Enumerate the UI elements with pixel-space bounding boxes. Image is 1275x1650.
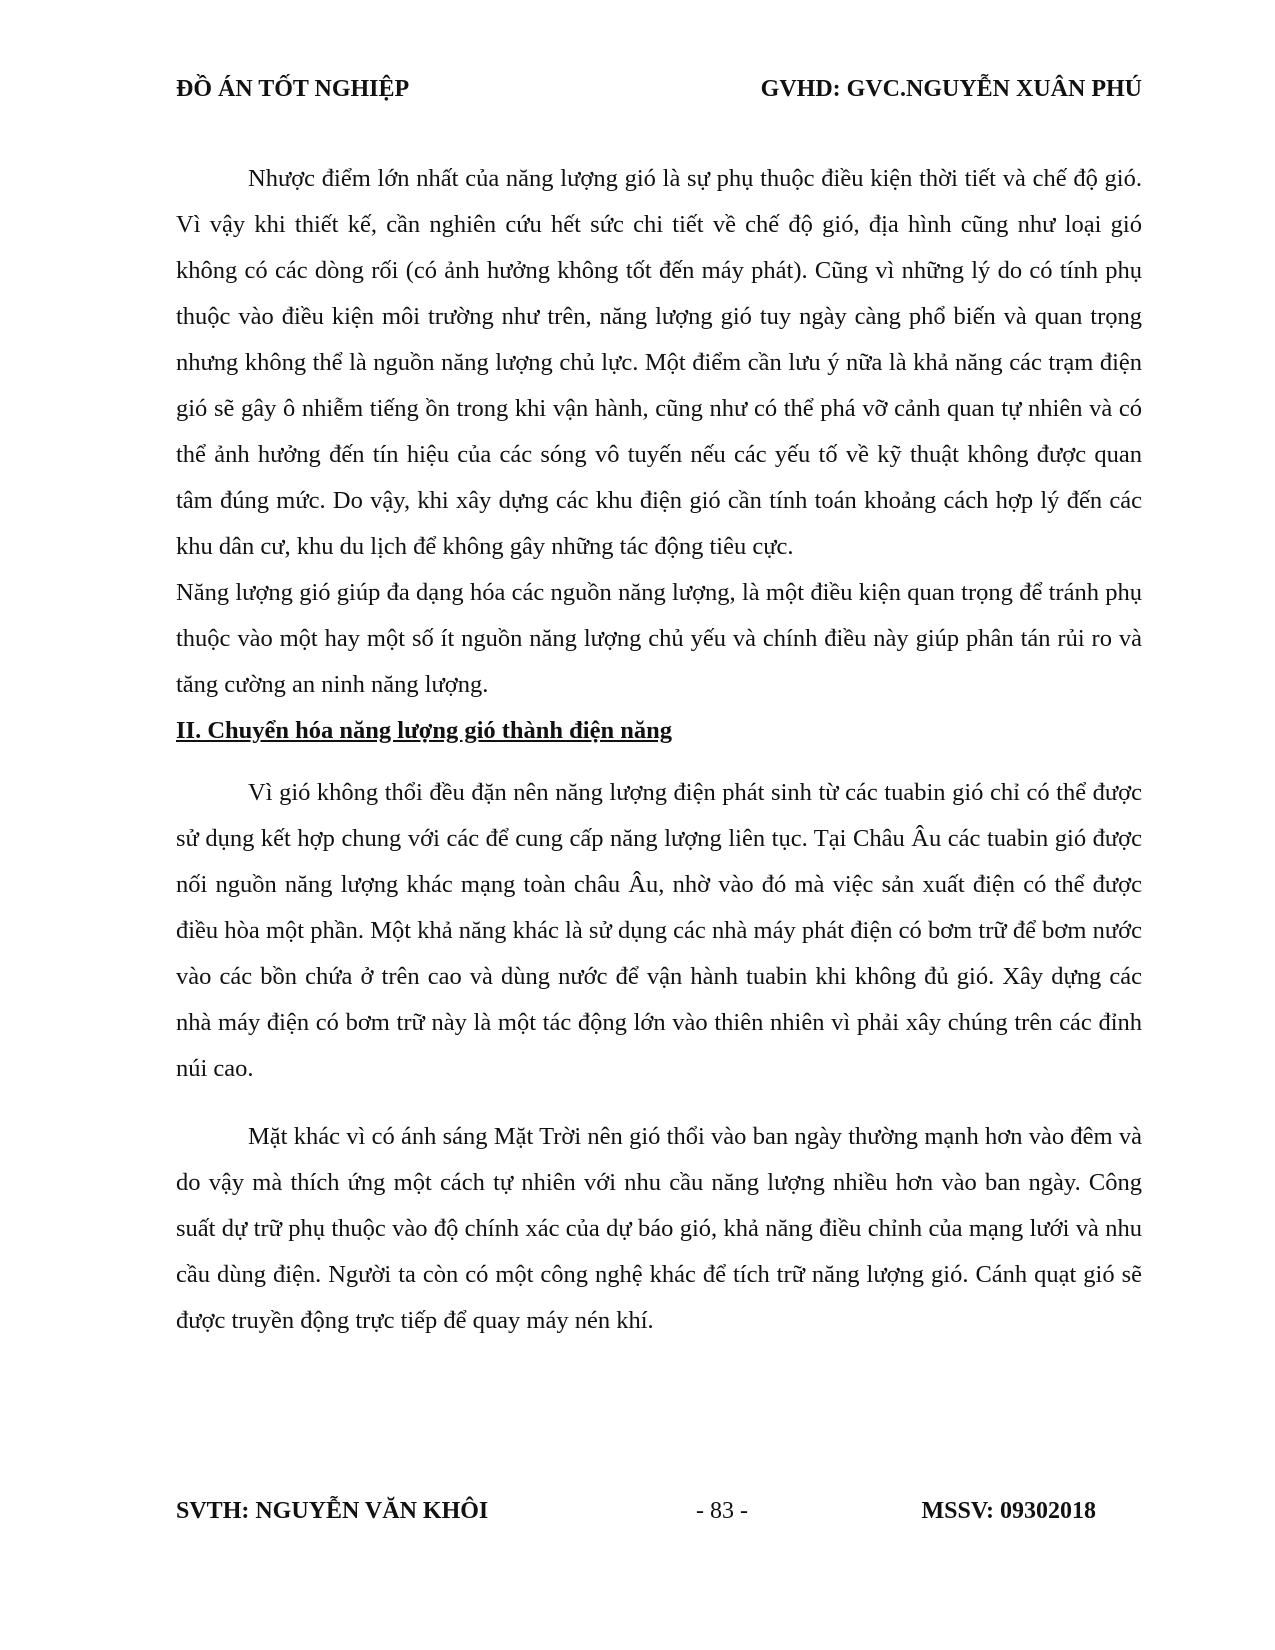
footer-student-id: MSSV: 09302018 — [921, 1498, 1096, 1524]
page-body — [176, 156, 1142, 1344]
page-header — [176, 72, 1142, 106]
paragraph-wind-drawbacks: Nhược điểm lớn nhất của năng lượng gió là sự phụ thuộc điều kiện thời tiết và chế độ gió. Vì vậy khi thiết kế, cần nghiên cứu hết sức chi tiết về chế độ gió, địa hình cũng như loại gió không có các dòng rối (có ảnh hưởng không tốt đến máy phát). Cũng vì những lý do có tính phụ thuộc vào điều kiện môi trường như trên, năng lượng gió tuy ngày càng phổ biến và quan trọng nhưng không thể là nguồn năng lượng chủ lực. Một điểm cần lưu ý nữa là khả năng các trạm điện gió sẽ gây ô nhiễm tiếng ồn trong khi vận hành, cũng như có thể phá vỡ cảnh quan tự nhiên và có thể ảnh hưởng đến tín hiệu của các sóng vô tuyến nếu các yếu tố về kỹ thuật không được quan tâm đúng mức. Do vậy, khi xây dựng các khu điện gió cần tính toán khoảng cách hợp lý đến các khu dân cư, khu du lịch để không gây những tác động tiêu cực. — [176, 165, 1142, 560]
header-advisor: GVHD: GVC.NGUYỄN XUÂN PHÚ — [760, 76, 1142, 102]
footer-student: SVTH: NGUYỄN VĂN KHÔI — [176, 1498, 489, 1524]
header-thesis-title: ĐỒ ÁN TỐT NGHIỆP — [176, 76, 410, 102]
paragraph-energy-diversification: Năng lượng gió giúp đa dạng hóa các nguồn năng lượng, là một điều kiện quan trọng để tránh phụ thuộc vào một hay một số ít nguồn năng lượng chủ yếu và chính điều này giúp phân tán rủi ro và tăng cường an ninh năng lượng. — [176, 579, 1142, 698]
page-number: - 83 - — [696, 1498, 748, 1524]
paragraph-daytime-wind: Mặt khác vì có ánh sáng Mặt Trời nên gió thổi vào ban ngày thường mạnh hơn vào đêm và do vậy mà thích ứng một cách tự nhiên với nhu cầu năng lượng nhiều hơn vào ban ngày. Công suất dự trữ phụ thuộc vào độ chính xác của dự báo gió, khả năng điều chỉnh của mạng lưới và nhu cầu dùng điện. Người ta còn có một công nghệ khác để tích trữ năng lượng gió. Cánh quạt gió sẽ được truyền động trực tiếp để quay máy nén khí. — [176, 1123, 1142, 1334]
paragraph-wind-conversion: Vì gió không thổi đều đặn nên năng lượng điện phát sinh từ các tuabin gió chỉ có thể được sử dụng kết hợp chung với các để cung cấp năng lượng liên tục. Tại Châu Âu các tuabin gió được nối nguồn năng lượng khác mạng toàn châu Âu, nhờ vào đó mà việc sản xuất điện có thể được điều hòa một phần. Một khả năng khác là sử dụng các nhà máy phát điện có bơm trữ để bơm nước vào các bồn chứa ở trên cao và dùng nước để vận hành tuabin khi không đủ gió. Xây dựng các nhà máy điện có bơm trữ này là một tác động lớn vào thiên nhiên vì phải xây chúng trên các đỉnh núi cao. — [176, 779, 1142, 1082]
section-heading: II. Chuyển hóa năng lượng gió thành điện năng — [176, 717, 672, 744]
